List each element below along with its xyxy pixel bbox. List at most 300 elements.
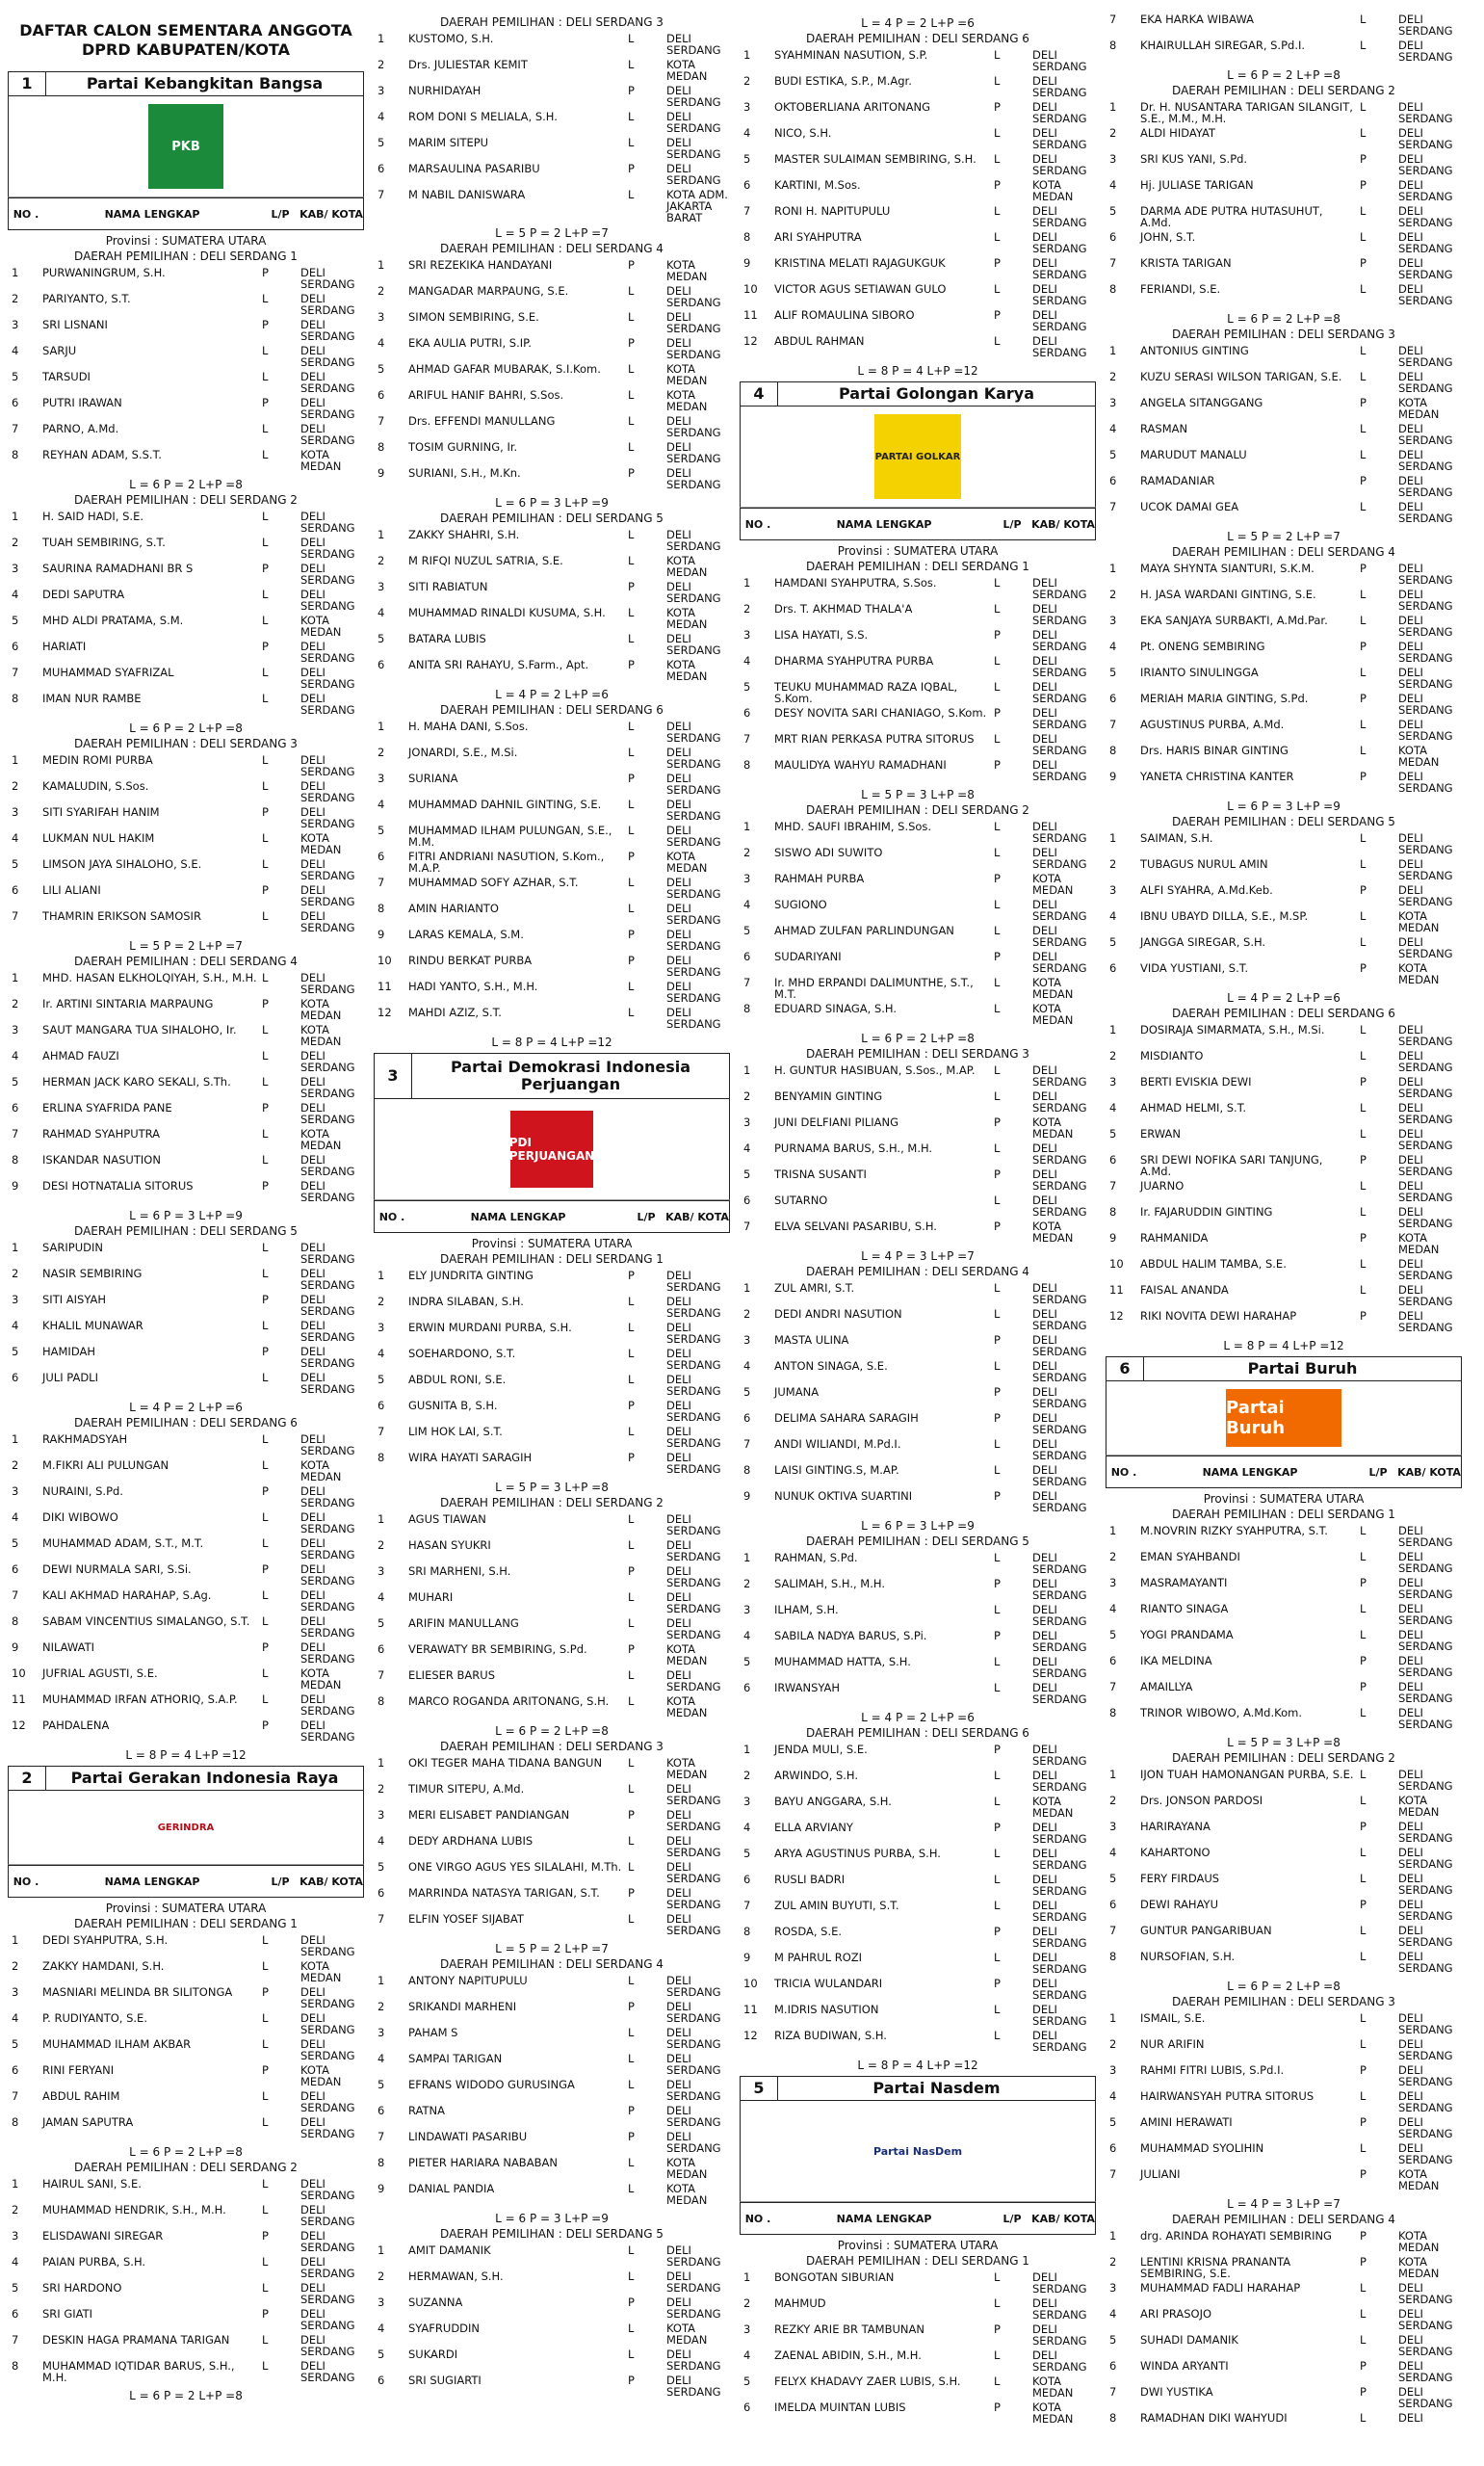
candidate-regency: DELI SERDANG xyxy=(666,1538,721,1563)
candidate-gender: L xyxy=(994,2374,1001,2388)
candidate-row xyxy=(1106,1629,1462,1655)
column-header-name: NAMA LENGKAP xyxy=(470,1210,566,1223)
candidate-number: 7 xyxy=(743,1437,751,1451)
gender-summary: L = 8 P = 4 L+P =12 xyxy=(857,364,978,378)
candidate-number: 3 xyxy=(378,84,385,97)
candidate-number: 4 xyxy=(378,336,385,350)
candidate-row xyxy=(1106,2230,1462,2256)
candidate-number: 6 xyxy=(1109,2359,1117,2373)
candidate-row xyxy=(8,1719,364,1745)
candidate-regency: DELI SERDANG xyxy=(300,1588,355,1613)
candidate-number: 6 xyxy=(743,1194,751,1207)
candidate-gender: L xyxy=(1360,718,1367,731)
candidate-gender: L xyxy=(1360,1768,1367,1781)
candidate-name: TOSIM GURNING, Ir. xyxy=(408,440,518,454)
candidate-row xyxy=(740,1334,1096,1360)
candidate-name: ALDI HIDAYAT xyxy=(1140,126,1215,140)
candidate-regency: DELI SERDANG xyxy=(666,2078,721,2103)
candidate-name: SABILA NADYA BARUS, S.Pi. xyxy=(774,1629,927,1642)
candidate-gender: L xyxy=(994,1951,1001,1964)
candidate-gender: P xyxy=(262,266,269,279)
candidate-regency: DELI SERDANG xyxy=(1032,1463,1087,1488)
party-header xyxy=(8,71,364,96)
candidate-row xyxy=(374,2322,730,2348)
candidate-name: DEWI NURMALA SARI, S.Si. xyxy=(42,1562,192,1576)
party-name: Partai Gerakan Indonesia Raya xyxy=(70,1769,339,1787)
candidate-number: 8 xyxy=(1109,744,1117,757)
candidate-number: 5 xyxy=(743,1385,751,1399)
candidate-gender: P xyxy=(1360,562,1367,575)
candidate-regency: DELI SERDANG xyxy=(666,876,721,901)
candidate-row xyxy=(1106,1899,1462,1925)
electoral-district-label: DAERAH PEMILIHAN : DELI SERDANG 3 xyxy=(806,1047,1029,1061)
candidate-name: DESI HOTNATALIA SITORUS xyxy=(42,1179,194,1193)
candidate-name: DELIMA SAHARA SARAGIH xyxy=(774,1411,919,1425)
candidate-regency: DELI SERDANG xyxy=(666,1006,721,1031)
candidate-gender: L xyxy=(628,388,635,402)
candidate-regency: DELI SERDANG xyxy=(1398,1524,1453,1549)
candidate-name: GUNTUR PANGARIBUAN xyxy=(1140,1924,1272,1937)
candidate-regency: DELI SERDANG xyxy=(300,266,355,291)
candidate-row xyxy=(374,1513,730,1539)
candidate-number: 1 xyxy=(12,1432,19,1446)
party-number: 4 xyxy=(741,382,778,406)
candidate-number: 5 xyxy=(378,824,385,837)
candidate-gender: L xyxy=(628,2348,635,2361)
candidate-row xyxy=(740,603,1096,629)
candidate-number: 2 xyxy=(12,536,19,549)
candidate-gender: L xyxy=(1360,2333,1367,2347)
candidate-number: 7 xyxy=(378,1912,385,1926)
candidate-regency: DELI SERDANG xyxy=(666,1860,721,1885)
candidate-regency: DELI SERDANG xyxy=(1032,1385,1087,1410)
candidate-row xyxy=(374,441,730,467)
candidate-number: 5 xyxy=(378,2078,385,2091)
candidate-row xyxy=(740,873,1096,899)
candidate-number: 7 xyxy=(378,1668,385,1682)
column-header-no: NO . xyxy=(744,517,771,531)
candidate-number: 3 xyxy=(743,100,751,114)
candidate-row xyxy=(374,1591,730,1617)
candidate-number: 1 xyxy=(743,48,751,62)
candidate-gender: L xyxy=(628,2182,635,2195)
candidate-row xyxy=(8,1589,364,1615)
candidate-row xyxy=(1106,2168,1462,2194)
candidate-row xyxy=(8,2334,364,2360)
candidate-number: 4 xyxy=(378,2052,385,2065)
candidate-gender: P xyxy=(628,466,635,480)
candidate-regency: DELI SERDANG xyxy=(300,1101,355,1126)
candidate-name: MHD. HASAN ELKHOLQIYAH, S.H., M.H. xyxy=(42,971,257,984)
candidate-regency: DELI SERDANG xyxy=(666,1974,721,1999)
candidate-regency: DELI SERDANG xyxy=(300,2281,355,2306)
candidate-number: 5 xyxy=(743,1847,751,1860)
candidate-gender: P xyxy=(628,162,635,175)
candidate-regency: DELI SERDANG xyxy=(1398,2281,1453,2306)
candidate-number: 3 xyxy=(378,310,385,324)
candidate-gender: L xyxy=(1360,831,1367,845)
candidate-row xyxy=(740,2349,1096,2375)
candidate-gender: L xyxy=(628,746,635,759)
candidate-row xyxy=(374,2079,730,2105)
candidate-number: 4 xyxy=(12,588,19,601)
candidate-row xyxy=(1106,257,1462,283)
candidate-row xyxy=(8,1180,364,1206)
candidate-regency: DELI SERDANG xyxy=(300,1985,355,2010)
candidate-number: 6 xyxy=(378,658,385,671)
candidate-gender: L xyxy=(628,1347,635,1360)
candidate-regency: DELI SERDANG xyxy=(300,1153,355,1178)
candidate-row xyxy=(740,577,1096,603)
party-logo-frame xyxy=(740,2101,1096,2202)
candidate-gender: P xyxy=(262,805,269,819)
candidate-name: AHMAD HELMI, S.T. xyxy=(1140,1101,1247,1115)
candidate-regency: DELI SERDANG xyxy=(1032,758,1087,783)
candidate-number: 7 xyxy=(1109,2167,1117,2181)
candidate-gender: L xyxy=(994,1437,1001,1451)
candidate-gender: L xyxy=(1360,39,1367,52)
candidate-number: 4 xyxy=(1109,1846,1117,1859)
candidate-name: ZUL AMRI, S.T. xyxy=(774,1281,855,1295)
candidate-number: 7 xyxy=(743,204,751,218)
candidate-gender: P xyxy=(262,1562,269,1576)
candidate-number: 2 xyxy=(378,1538,385,1552)
candidate-name: SAURINA RAMADHANI BR S xyxy=(42,562,194,575)
candidate-row xyxy=(374,1270,730,1296)
candidate-row xyxy=(740,1630,1096,1656)
candidate-name: SABAM VINCENTIUS SIMALANGO, S.T. xyxy=(42,1614,250,1628)
candidate-name: Drs. JONSON PARDOSI xyxy=(1140,1794,1263,1807)
candidate-row xyxy=(8,884,364,910)
electoral-district-label: DAERAH PEMILIHAN : DELI SERDANG 5 xyxy=(74,1224,298,1238)
candidate-name: HARIATI xyxy=(42,640,87,653)
candidate-row xyxy=(1106,2386,1462,2412)
candidate-regency: DELI SERDANG xyxy=(1398,588,1453,613)
candidate-name: ELLA ARVIANY xyxy=(774,1821,853,1834)
candidate-number: 6 xyxy=(743,706,751,720)
candidate-regency: DELI SERDANG xyxy=(300,883,355,908)
candidate-number: 1 xyxy=(12,753,19,767)
candidate-row xyxy=(374,2296,730,2322)
electoral-district-label: DAERAH PEMILIHAN : DELI SERDANG 3 xyxy=(1172,328,1395,341)
candidate-name: Hj. JULIASE TARIGAN xyxy=(1140,178,1254,192)
gender-summary: L = 6 P = 3 L+P =9 xyxy=(861,1519,975,1533)
candidate-number: 7 xyxy=(743,1220,751,1233)
candidate-gender: P xyxy=(994,1411,1001,1425)
candidate-name: ILHAM, S.H. xyxy=(774,1603,839,1616)
candidate-name: MASTA ULINA xyxy=(774,1333,849,1347)
candidate-gender: L xyxy=(1360,1550,1367,1563)
party-section xyxy=(740,2076,1096,2235)
candidate-name: MUHAMMAD ILHAM PULUNGAN, S.E., M.M. xyxy=(408,824,612,849)
candidate-regency: KOTA MEDAN xyxy=(1032,1220,1074,1245)
candidate-name: BERTI EVISKIA DEWI xyxy=(1140,1075,1252,1089)
candidate-regency: DELI SERDANG xyxy=(666,902,721,927)
candidate-number: 5 xyxy=(1109,1127,1117,1141)
candidate-row xyxy=(374,1296,730,1322)
candidate-row xyxy=(8,1615,364,1641)
candidate-regency: DELI SERDANG xyxy=(300,1933,355,1958)
column-header-regency: KAB/ KOTA xyxy=(299,1875,363,1888)
candidate-regency: DELI SERDANG xyxy=(1398,1628,1453,1653)
party-name: Partai Golongan Karya xyxy=(839,384,1034,403)
candidate-name: MARCO ROGANDA ARITONANG, S.H. xyxy=(408,1694,610,1708)
candidate-number: 3 xyxy=(1109,1576,1117,1589)
candidate-number: 3 xyxy=(743,1795,751,1808)
candidate-gender: L xyxy=(262,692,269,705)
candidate-regency: DELI SERDANG xyxy=(666,2295,721,2321)
document-title xyxy=(8,21,364,60)
candidate-name: BATARA LUBIS xyxy=(408,632,486,645)
candidate-name: MEDIN ROMI PURBA xyxy=(42,753,153,767)
candidate-gender: L xyxy=(994,1194,1001,1207)
candidate-name: LILI ALIANI xyxy=(42,883,101,897)
candidate-regency: DELI SERDANG xyxy=(1032,1437,1087,1462)
candidate-row xyxy=(1106,1769,1462,1795)
candidate-row xyxy=(8,1372,364,1398)
candidate-number: 5 xyxy=(743,1167,751,1181)
candidate-row xyxy=(8,910,364,936)
candidate-regency: DELI SERDANG xyxy=(300,1319,355,1344)
candidate-gender: L xyxy=(1360,1101,1367,1115)
candidate-gender: L xyxy=(628,1912,635,1926)
candidate-gender: L xyxy=(262,2333,269,2347)
candidate-row xyxy=(1106,832,1462,858)
candidate-regency: DELI SERDANG xyxy=(1398,282,1453,307)
candidate-regency: DELI SERDANG xyxy=(666,1564,721,1589)
candidate-row xyxy=(374,2348,730,2374)
candidate-name: SITI AISYAH xyxy=(42,1293,106,1306)
candidate-gender: L xyxy=(262,588,269,601)
candidate-row xyxy=(740,49,1096,75)
candidate-row xyxy=(374,529,730,555)
candidate-number: 2 xyxy=(1109,588,1117,601)
candidate-name: KRISTA TARIGAN xyxy=(1140,256,1232,270)
gender-summary: L = 8 P = 4 L+P =12 xyxy=(491,1036,612,1049)
candidate-number: 4 xyxy=(378,2322,385,2335)
candidate-number: 4 xyxy=(1109,909,1117,923)
candidate-row xyxy=(1106,1821,1462,1847)
candidate-regency: DELI SERDANG xyxy=(300,562,355,587)
candidate-regency: DELI SERDANG xyxy=(1032,334,1087,359)
candidate-row xyxy=(740,2375,1096,2401)
candidate-gender: L xyxy=(994,654,1001,668)
candidate-name: EKA SANJAYA SURBAKTI, A.Md.Par. xyxy=(1140,614,1328,627)
candidate-number: 1 xyxy=(378,720,385,733)
candidate-gender: L xyxy=(1360,909,1367,923)
candidate-gender: P xyxy=(994,872,1001,885)
candidate-regency: DELI SERDANG xyxy=(1398,1550,1453,1575)
candidate-gender: P xyxy=(1360,474,1367,487)
candidate-name: HERMAN JACK KARO SEKALI, S.Th. xyxy=(42,1075,231,1089)
candidate-row xyxy=(8,754,364,780)
candidate-name: PARIYANTO, S.T. xyxy=(42,292,131,305)
candidate-number: 5 xyxy=(12,2281,19,2295)
candidate-row xyxy=(1106,1603,1462,1629)
candidate-regency: DELI SERDANG xyxy=(666,2348,721,2373)
candidate-number: 1 xyxy=(1109,1768,1117,1781)
candidate-number: 10 xyxy=(743,282,758,296)
candidate-number: 2 xyxy=(12,2203,19,2217)
candidate-number: 1 xyxy=(1109,2229,1117,2243)
candidate-name: ISMAIL, S.E. xyxy=(1140,2011,1206,2025)
candidate-number: 10 xyxy=(1109,1257,1124,1271)
candidate-regency: DELI SERDANG xyxy=(1032,1194,1087,1219)
candidate-name: SRI GIATI xyxy=(42,2307,93,2321)
candidate-number: 2 xyxy=(12,1959,19,1973)
candidate-name: DESKIN HAGA PRAMANA TARIGAN xyxy=(42,2333,230,2347)
party-header xyxy=(374,1053,730,1099)
candidate-name: H. JASA WARDANI GINTING, S.E. xyxy=(1140,588,1316,601)
candidate-name: Drs. T. AKHMAD THALA'A xyxy=(774,602,913,616)
candidate-name: LAISI GINTING.S, M.AP. xyxy=(774,1463,899,1477)
candidate-row xyxy=(374,981,730,1007)
candidate-number: 12 xyxy=(743,334,758,348)
candidate-number: 7 xyxy=(12,422,19,435)
candidate-row xyxy=(1106,641,1462,667)
candidate-regency: DELI SERDANG xyxy=(1398,256,1453,281)
candidate-gender: L xyxy=(628,2243,635,2257)
candidate-regency: DELI SERDANG xyxy=(666,162,721,187)
candidate-gender: L xyxy=(628,876,635,889)
candidate-row xyxy=(740,1552,1096,1578)
candidate-gender: P xyxy=(262,883,269,897)
candidate-regency: DELI SERDANG xyxy=(1398,1654,1453,1679)
candidate-regency: DELI SERDANG xyxy=(666,1886,721,1911)
candidate-regency: KOTA MEDAN xyxy=(300,448,342,473)
candidate-name: ZAENAL ABIDIN, S.H., M.H. xyxy=(774,2348,922,2362)
candidate-number: 5 xyxy=(378,1373,385,1386)
candidate-regency: DELI SERDANG xyxy=(666,1295,721,1320)
candidate-gender: L xyxy=(1360,370,1367,383)
candidate-number: 5 xyxy=(378,1616,385,1630)
candidate-regency: DELI SERDANG xyxy=(1398,448,1453,473)
candidate-name: RAHMAD SYAHPUTRA xyxy=(42,1127,161,1141)
party-number: 1 xyxy=(9,72,46,95)
candidate-row xyxy=(8,1511,364,1537)
candidate-regency: DELI SERDANG xyxy=(300,2089,355,2114)
candidate-gender: P xyxy=(1360,1153,1367,1167)
party-header xyxy=(1106,1356,1462,1381)
candidate-gender: P xyxy=(262,1718,269,1732)
candidate-name: TUAH SEMBIRING, S.T. xyxy=(42,536,166,549)
candidate-number: 7 xyxy=(12,2333,19,2347)
candidate-gender: L xyxy=(994,2296,1001,2310)
candidate-regency: KOTA MEDAN xyxy=(666,606,708,631)
candidate-gender: L xyxy=(628,58,635,71)
candidate-regency: DELI SERDANG xyxy=(1032,576,1087,601)
candidate-regency: KOTA MEDAN xyxy=(1398,909,1440,934)
candidate-regency: DELI SERDANG xyxy=(666,928,721,953)
candidate-row xyxy=(1106,2090,1462,2116)
candidate-name: HERMAWAN, S.H. xyxy=(408,2269,504,2283)
candidate-gender: P xyxy=(262,1101,269,1115)
candidate-name: ANTON SINAGA, S.E. xyxy=(774,1359,888,1373)
candidate-name: KUSTOMO, S.H. xyxy=(408,32,494,45)
candidate-name: MUHAMMAD SOFY AZHAR, S.T. xyxy=(408,876,579,889)
candidate-regency: DELI SERDANG xyxy=(1032,1089,1087,1115)
candidate-gender: P xyxy=(628,850,635,863)
candidate-row xyxy=(8,1154,364,1180)
candidate-row xyxy=(8,858,364,884)
candidate-gender: P xyxy=(994,1821,1001,1834)
candidate-row xyxy=(1106,910,1462,936)
candidate-regency: DELI SERDANG xyxy=(1032,1603,1087,1628)
candidate-regency: KOTA MEDAN xyxy=(300,1023,342,1048)
candidate-row xyxy=(374,259,730,285)
gender-summary: L = 4 P = 2 L+P =6 xyxy=(1227,991,1341,1005)
candidate-regency: KOTA MEDAN xyxy=(666,1756,708,1781)
candidate-row xyxy=(8,511,364,537)
candidate-name: JOHN, S.T. xyxy=(1140,230,1196,244)
candidate-gender: P xyxy=(994,1577,1001,1590)
candidate-regency: DELI SERDANG xyxy=(1032,308,1087,333)
candidate-row xyxy=(740,925,1096,951)
candidate-regency: DELI SERDANG xyxy=(666,980,721,1005)
candidate-name: ANTONIUS GINTING xyxy=(1140,344,1249,357)
candidate-name: ALIF ROMAULINA SIBORO xyxy=(774,308,915,322)
candidate-name: BUDI ESTIKA, S.P., M.Agr. xyxy=(774,74,912,88)
candidate-number: 1 xyxy=(1109,831,1117,845)
candidate-regency: DELI SERDANG xyxy=(1032,1743,1087,1768)
candidate-number: 6 xyxy=(12,396,19,409)
candidate-name: AMIT DAMANIK xyxy=(408,2243,491,2257)
candidate-regency: DELI SERDANG xyxy=(666,1373,721,1398)
candidate-name: AGUS TIAWAN xyxy=(408,1512,486,1526)
gender-summary: L = 4 P = 2 L+P =6 xyxy=(129,1401,243,1414)
candidate-number: 3 xyxy=(12,805,19,819)
candidate-row xyxy=(8,267,364,293)
column-header-gender: L/P xyxy=(271,1875,290,1888)
candidate-row xyxy=(1106,615,1462,641)
candidate-name: JUARNO xyxy=(1140,1179,1185,1193)
candidate-row xyxy=(374,1539,730,1565)
candidate-row xyxy=(1106,1681,1462,1707)
candidate-name: TUBAGUS NURUL AMIN xyxy=(1140,857,1268,871)
party-number: 2 xyxy=(9,1767,46,1790)
candidate-gender: L xyxy=(262,857,269,871)
candidate-number: 5 xyxy=(12,857,19,871)
candidate-row xyxy=(740,2401,1096,2427)
candidate-regency: DELI SERDANG xyxy=(666,528,721,553)
candidate-row xyxy=(374,1617,730,1643)
candidate-gender: L xyxy=(628,1295,635,1308)
candidate-gender: L xyxy=(628,1373,635,1386)
candidate-number: 5 xyxy=(378,136,385,149)
candidate-number: 12 xyxy=(743,2029,758,2042)
candidate-name: DWI YUSTIKA xyxy=(1140,2385,1213,2399)
candidate-name: MUHAMMAD SYAFRIZAL xyxy=(42,666,174,679)
candidate-regency: DELI SERDANG xyxy=(1398,1680,1453,1705)
candidate-regency: DELI SERDANG xyxy=(1032,1847,1087,1872)
candidate-number: 7 xyxy=(1109,256,1117,270)
candidate-gender: L xyxy=(262,971,269,984)
candidate-row xyxy=(8,1934,364,1960)
candidate-regency: DELI SERDANG xyxy=(300,692,355,717)
candidate-gender: L xyxy=(994,1603,1001,1616)
candidate-number: 3 xyxy=(1109,396,1117,409)
candidate-name: DOSIRAJA SIMARMATA, S.H., M.Si. xyxy=(1140,1023,1325,1036)
candidate-name: SUDARIYANI xyxy=(774,950,842,963)
candidate-regency: DELI SERDANG xyxy=(666,746,721,771)
candidate-row xyxy=(740,1386,1096,1412)
candidate-row xyxy=(1106,2256,1462,2282)
candidate-gender: L xyxy=(628,2322,635,2335)
candidate-number: 6 xyxy=(1109,1898,1117,1911)
candidate-row xyxy=(1106,1525,1462,1551)
candidate-regency: DELI SERDANG xyxy=(666,336,721,361)
candidate-name: IMELDA MUINTAN LUBIS xyxy=(774,2400,906,2414)
